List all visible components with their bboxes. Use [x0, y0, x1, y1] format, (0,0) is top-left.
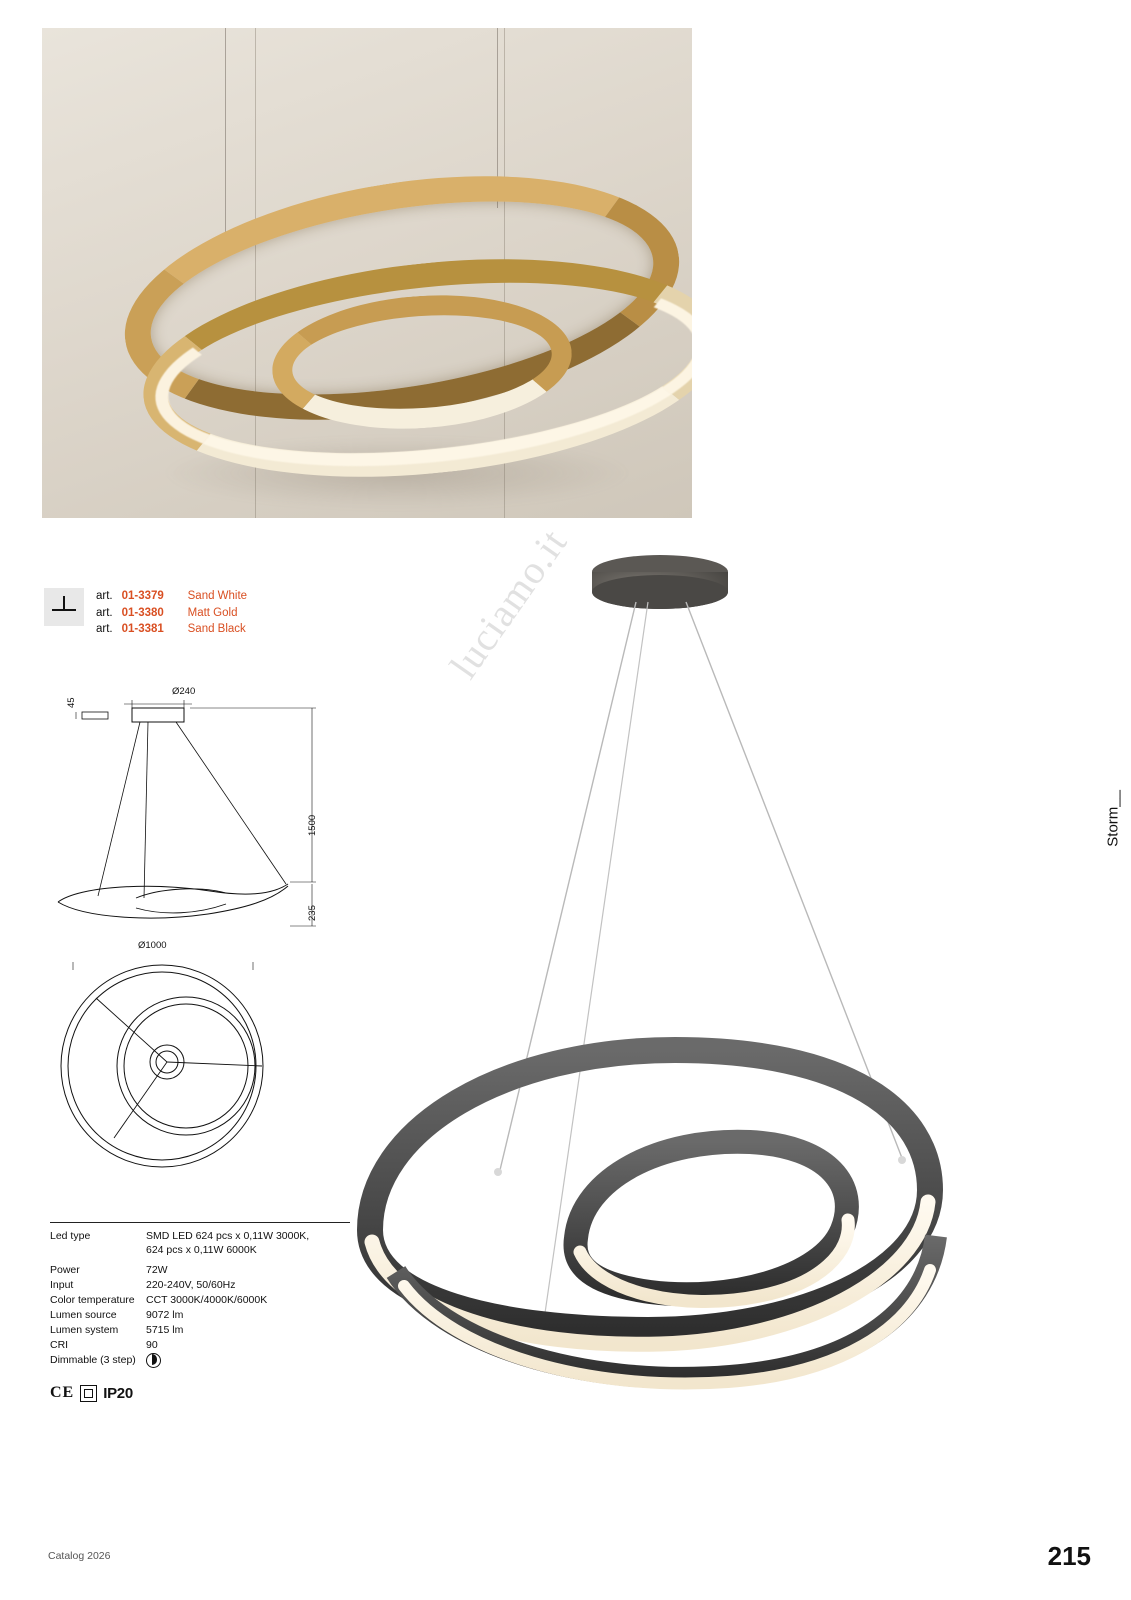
ip-rating-label: IP20 — [103, 1384, 133, 1402]
spec-row — [50, 1353, 350, 1370]
certification-marks — [50, 1384, 350, 1402]
article-prefix: art. — [96, 590, 113, 602]
article-code: 01-3380 — [121, 606, 164, 619]
article-codes — [44, 588, 247, 638]
article-row — [96, 621, 247, 638]
product-render — [330, 530, 1070, 1430]
spec-value: 72W — [146, 1264, 168, 1276]
spec-key: Lumen system — [50, 1324, 119, 1336]
body-height-label: 235 — [307, 905, 318, 921]
spec-value-line2: 624 pcs x 0,11W 6000K — [146, 1244, 257, 1256]
spec-key: CRI — [50, 1339, 69, 1351]
fixture-diameter-label: Ø1000 — [138, 940, 167, 951]
spec-row — [50, 1308, 350, 1322]
table-divider — [50, 1222, 350, 1223]
collection-name-label: Storm__ — [1105, 790, 1122, 847]
product-render-svg — [330, 530, 1070, 1430]
article-row — [96, 588, 247, 605]
article-finish: Sand White — [187, 590, 248, 602]
side-elevation-drawing — [40, 686, 360, 936]
class-II-icon — [80, 1385, 97, 1402]
spec-key: Input — [50, 1279, 74, 1291]
spec-row — [50, 1338, 350, 1352]
inner-loop-body — [576, 1142, 847, 1295]
spec-value-line: SMD LED 624 pcs x 0,11W 3000K, — [146, 1230, 310, 1242]
article-code: 01-3381 — [121, 623, 164, 635]
article-finish: Matt Gold — [187, 606, 238, 619]
spec-value: 9072 lm — [146, 1309, 184, 1321]
spec-row — [50, 1323, 350, 1337]
specifications-table — [50, 1222, 350, 1402]
spec-row — [50, 1293, 350, 1307]
spec-key: Dimmable (3 step) — [50, 1354, 136, 1366]
article-row — [96, 605, 247, 622]
canopy-diameter-label: Ø240 — [172, 686, 196, 697]
spec-key: Color temperature — [50, 1294, 135, 1306]
spec-value: 5715 lm — [146, 1324, 184, 1336]
cable-mount — [898, 1156, 906, 1164]
spec-value: 90 — [146, 1339, 158, 1351]
article-prefix: art. — [96, 623, 113, 635]
hero-product-photo — [42, 28, 692, 518]
spec-key: Led type — [50, 1230, 91, 1242]
spec-key: Lumen source — [50, 1309, 117, 1321]
watermark: luciamo.it — [440, 520, 576, 687]
article-prefix: art. — [96, 606, 113, 619]
ceiling-mount-icon — [44, 588, 84, 626]
spec-value — [146, 1353, 350, 1370]
spec-key: Power — [50, 1264, 80, 1276]
cable-mount — [494, 1168, 502, 1176]
article-code: 01-3379 — [121, 590, 164, 602]
spec-row — [50, 1229, 350, 1257]
dimmable-icon — [146, 1353, 161, 1368]
top-view-drawing — [40, 940, 305, 1195]
spec-value: CCT 3000K/4000K/6000K — [146, 1294, 268, 1306]
ce-mark-icon: CE — [50, 1384, 75, 1401]
top-view-svg — [40, 956, 305, 1206]
page-number: 215 — [1047, 1541, 1091, 1571]
suspension-cable — [225, 28, 226, 233]
suspension-length-label: 1500 — [307, 814, 318, 836]
article-finish: Sand Black — [187, 623, 246, 635]
footer-catalog-label: Catalog 2026 — [48, 1550, 111, 1562]
spec-row — [50, 1278, 350, 1292]
canopy-height-label: 45 — [66, 697, 77, 708]
spec-value: 220-240V, 50/60Hz — [146, 1279, 236, 1291]
spec-row — [50, 1263, 350, 1277]
side-elevation-svg — [40, 686, 360, 936]
spec-value — [146, 1229, 350, 1257]
